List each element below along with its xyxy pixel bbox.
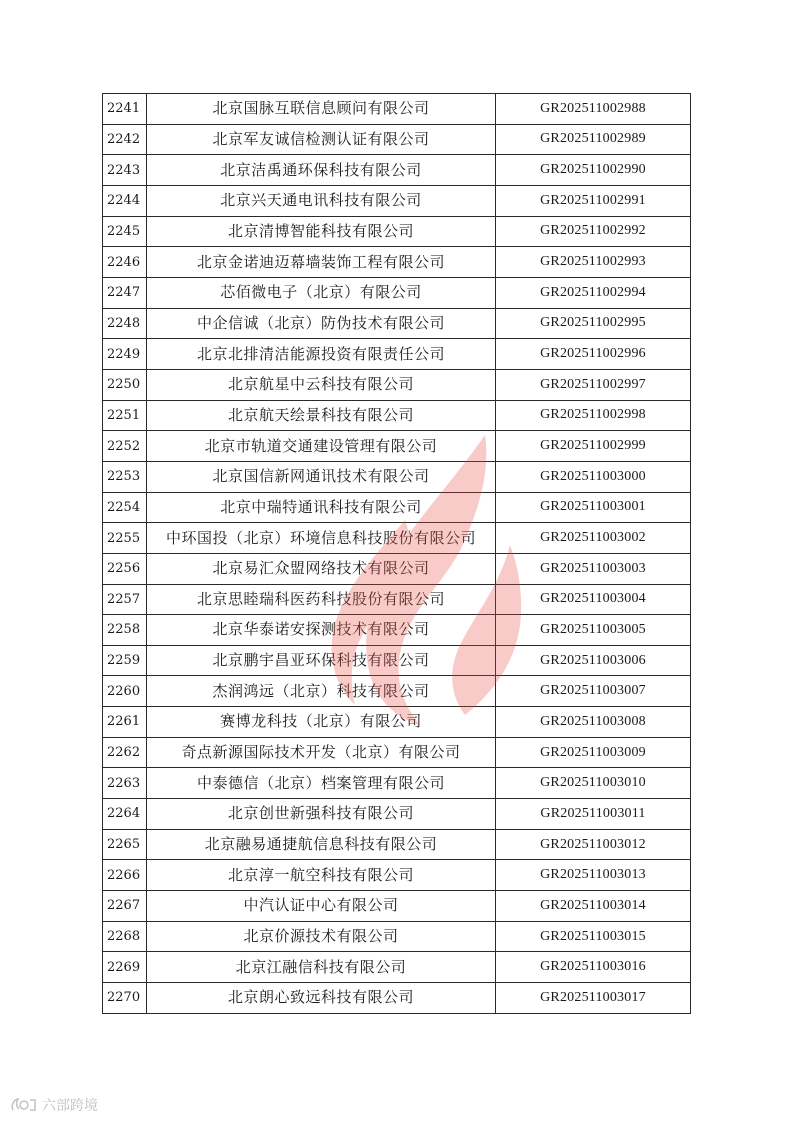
- table-row: [103, 492, 691, 523]
- row-number: 2249: [103, 339, 147, 370]
- certificate-code: GR202511002990: [496, 155, 691, 186]
- certificate-code: GR202511003017: [496, 983, 691, 1014]
- certificate-code: GR202511002992: [496, 216, 691, 247]
- row-number: 2259: [103, 645, 147, 676]
- row-number: 2255: [103, 523, 147, 554]
- company-name: 北京北排清洁能源投资有限责任公司: [147, 339, 496, 370]
- row-number: 2242: [103, 124, 147, 155]
- certificate-code: GR202511002997: [496, 369, 691, 400]
- table-row: [103, 553, 691, 584]
- certificate-code: GR202511002995: [496, 308, 691, 339]
- table-row: [103, 431, 691, 462]
- company-name: 北京鹏宇昌亚环保科技有限公司: [147, 645, 496, 676]
- company-name: 北京国信新网通讯技术有限公司: [147, 461, 496, 492]
- row-number: 2247: [103, 277, 147, 308]
- row-number: 2265: [103, 829, 147, 860]
- certificate-code: GR202511002988: [496, 94, 691, 125]
- certificate-code: GR202511003006: [496, 645, 691, 676]
- table-row: [103, 983, 691, 1014]
- table-row: [103, 952, 691, 983]
- row-number: 2244: [103, 185, 147, 216]
- company-name: 中环国投（北京）环境信息科技股份有限公司: [147, 523, 496, 554]
- row-number: 2253: [103, 461, 147, 492]
- company-name: 北京融易通捷航信息科技有限公司: [147, 829, 496, 860]
- table-row: [103, 921, 691, 952]
- certificate-code: GR202511002991: [496, 185, 691, 216]
- certificate-code: GR202511003012: [496, 829, 691, 860]
- table-row: [103, 615, 691, 646]
- company-name: 中汽认证中心有限公司: [147, 891, 496, 922]
- table-row: [103, 400, 691, 431]
- row-number: 2250: [103, 369, 147, 400]
- company-name: 北京淳一航空科技有限公司: [147, 860, 496, 891]
- table-row: [103, 308, 691, 339]
- company-table-body: [103, 94, 691, 1014]
- row-number: 2245: [103, 216, 147, 247]
- table-row: [103, 461, 691, 492]
- company-name: 芯佰微电子（北京）有限公司: [147, 277, 496, 308]
- table-row: [103, 799, 691, 830]
- company-name: 中企信诚（北京）防伪技术有限公司: [147, 308, 496, 339]
- certificate-code: GR202511003007: [496, 676, 691, 707]
- company-name: 北京价源技术有限公司: [147, 921, 496, 952]
- table-row: [103, 185, 691, 216]
- certificate-code: GR202511003011: [496, 799, 691, 830]
- company-name: 北京航天绘景科技有限公司: [147, 400, 496, 431]
- company-name: 中泰德信（北京）档案管理有限公司: [147, 768, 496, 799]
- certificate-code: GR202511002994: [496, 277, 691, 308]
- row-number: 2261: [103, 707, 147, 738]
- brand-logo-icon: [10, 1096, 38, 1114]
- certificate-code: GR202511003009: [496, 737, 691, 768]
- table-row: [103, 860, 691, 891]
- table-row: [103, 247, 691, 278]
- table-row: [103, 216, 691, 247]
- row-number: 2252: [103, 431, 147, 462]
- certificate-code: GR202511002999: [496, 431, 691, 462]
- row-number: 2269: [103, 952, 147, 983]
- row-number: 2258: [103, 615, 147, 646]
- table-row: [103, 584, 691, 615]
- table-row: [103, 676, 691, 707]
- table-row: [103, 277, 691, 308]
- row-number: 2270: [103, 983, 147, 1014]
- row-number: 2262: [103, 737, 147, 768]
- certificate-code: GR202511002989: [496, 124, 691, 155]
- table-row: [103, 523, 691, 554]
- company-name: 北京朗心致远科技有限公司: [147, 983, 496, 1014]
- company-name: 北京易汇众盟网络技术有限公司: [147, 553, 496, 584]
- certificate-code: GR202511003010: [496, 768, 691, 799]
- company-name: 北京思睦瑞科医药科技股份有限公司: [147, 584, 496, 615]
- company-name: 北京洁禹通环保科技有限公司: [147, 155, 496, 186]
- company-name: 北京军友诚信检测认证有限公司: [147, 124, 496, 155]
- certificate-code: GR202511003015: [496, 921, 691, 952]
- company-name: 赛博龙科技（北京）有限公司: [147, 707, 496, 738]
- certificate-code: GR202511002996: [496, 339, 691, 370]
- table-row: [103, 737, 691, 768]
- row-number: 2254: [103, 492, 147, 523]
- company-table: [102, 93, 691, 1014]
- company-name: 北京兴天通电讯科技有限公司: [147, 185, 496, 216]
- row-number: 2264: [103, 799, 147, 830]
- table-row: [103, 155, 691, 186]
- table-row: [103, 645, 691, 676]
- table-row: [103, 891, 691, 922]
- company-name: 北京国脉互联信息顾问有限公司: [147, 94, 496, 125]
- certificate-code: GR202511003014: [496, 891, 691, 922]
- certificate-code: GR202511003013: [496, 860, 691, 891]
- certificate-code: GR202511002993: [496, 247, 691, 278]
- company-name: 奇点新源国际技术开发（北京）有限公司: [147, 737, 496, 768]
- row-number: 2268: [103, 921, 147, 952]
- row-number: 2241: [103, 94, 147, 125]
- table-row: [103, 707, 691, 738]
- row-number: 2266: [103, 860, 147, 891]
- certificate-code: GR202511003005: [496, 615, 691, 646]
- table-row: [103, 124, 691, 155]
- row-number: 2248: [103, 308, 147, 339]
- certificate-code: GR202511003002: [496, 523, 691, 554]
- table-row: [103, 339, 691, 370]
- certificate-code: GR202511002998: [496, 400, 691, 431]
- company-name: 北京江融信科技有限公司: [147, 952, 496, 983]
- row-number: 2260: [103, 676, 147, 707]
- company-name: 北京创世新强科技有限公司: [147, 799, 496, 830]
- company-name: 北京金诺迪迈幕墙装饰工程有限公司: [147, 247, 496, 278]
- table-row: [103, 369, 691, 400]
- table-row: [103, 94, 691, 125]
- row-number: 2246: [103, 247, 147, 278]
- footer-brand-text: 六部跨境: [42, 1098, 98, 1114]
- certificate-code: GR202511003016: [496, 952, 691, 983]
- row-number: 2243: [103, 155, 147, 186]
- row-number: 2257: [103, 584, 147, 615]
- company-name: 杰润鸿远（北京）科技有限公司: [147, 676, 496, 707]
- certificate-code: GR202511003003: [496, 553, 691, 584]
- footer-watermark: [10, 1094, 98, 1116]
- table-row: [103, 829, 691, 860]
- company-name: 北京清博智能科技有限公司: [147, 216, 496, 247]
- table-row: [103, 768, 691, 799]
- certificate-code: GR202511003008: [496, 707, 691, 738]
- certificate-code: GR202511003000: [496, 461, 691, 492]
- row-number: 2256: [103, 553, 147, 584]
- row-number: 2267: [103, 891, 147, 922]
- certificate-code: GR202511003001: [496, 492, 691, 523]
- row-number: 2263: [103, 768, 147, 799]
- company-name: 北京华泰诺安探测技术有限公司: [147, 615, 496, 646]
- company-name: 北京中瑞特通讯科技有限公司: [147, 492, 496, 523]
- company-name: 北京航星中云科技有限公司: [147, 369, 496, 400]
- company-name: 北京市轨道交通建设管理有限公司: [147, 431, 496, 462]
- certificate-code: GR202511003004: [496, 584, 691, 615]
- row-number: 2251: [103, 400, 147, 431]
